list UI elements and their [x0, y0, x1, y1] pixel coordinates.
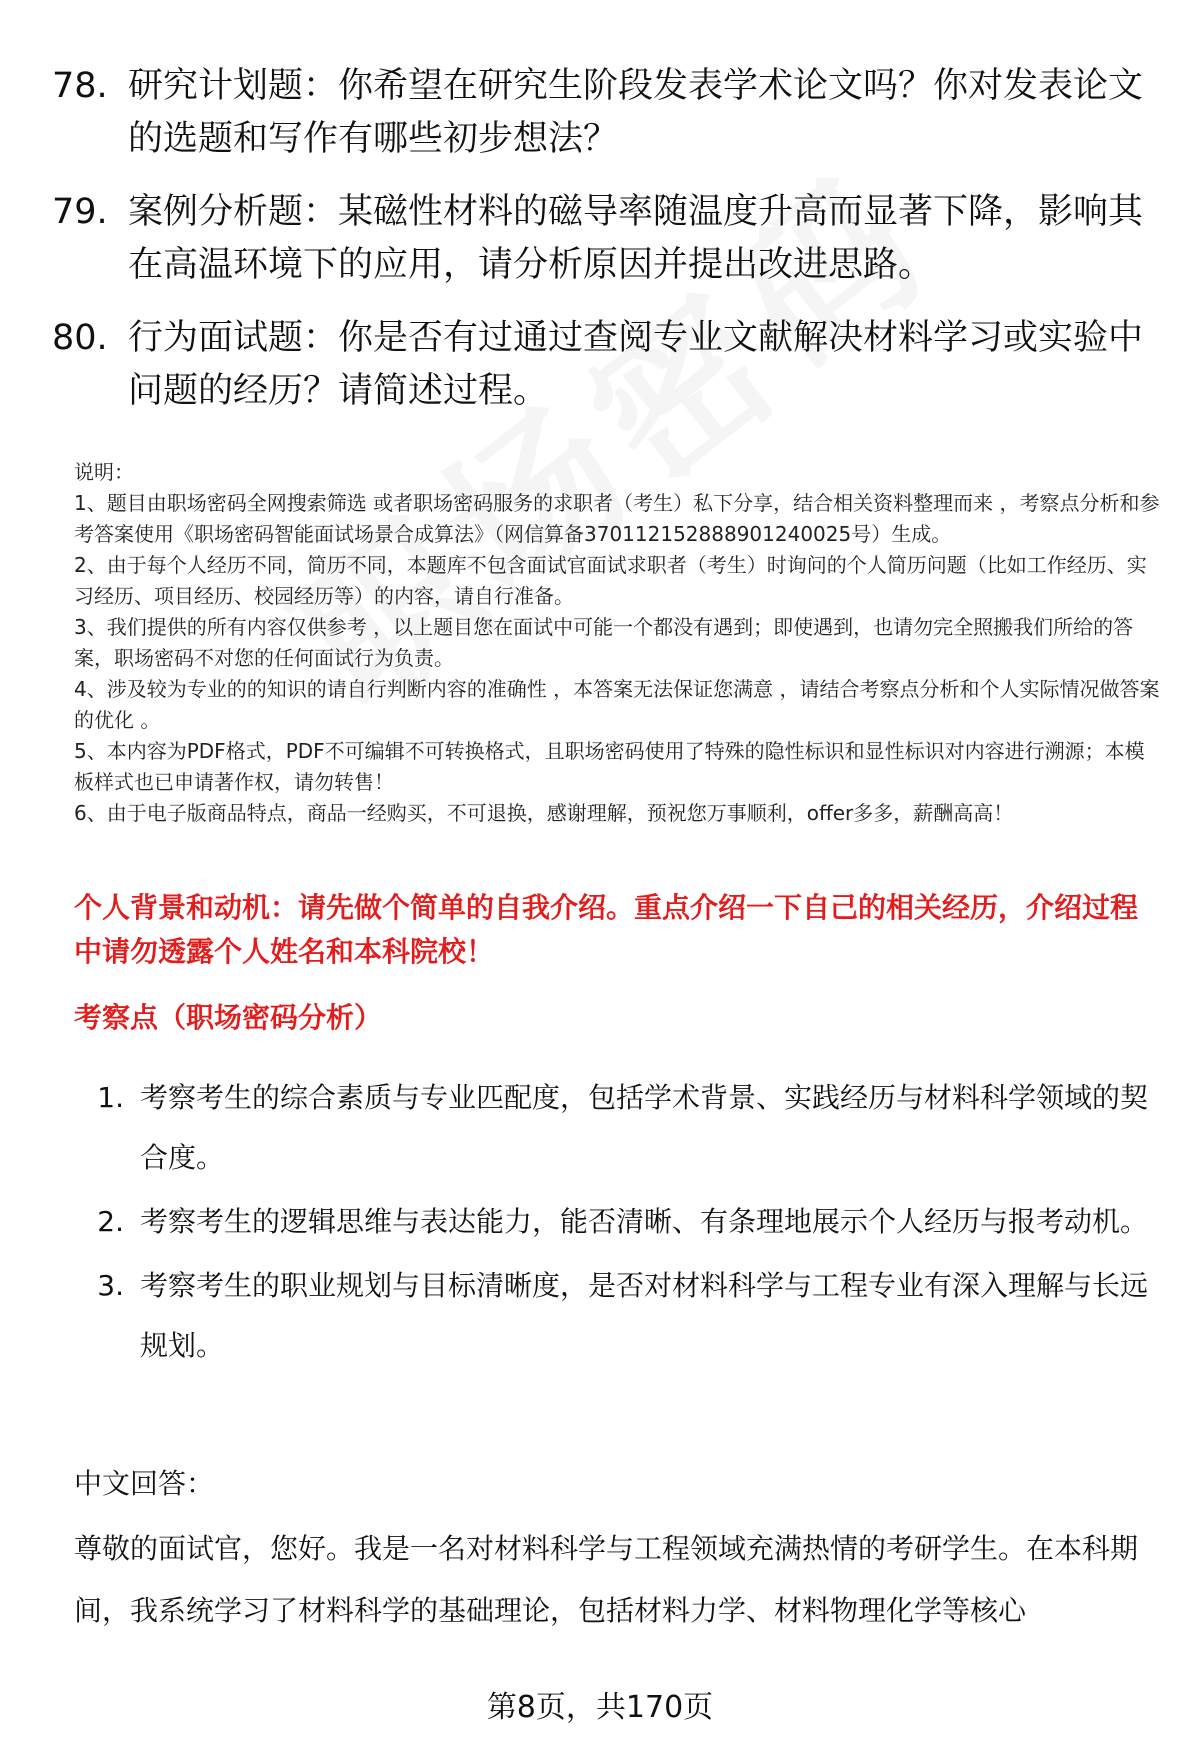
section-title: 考察点（职场密码分析）: [74, 1001, 383, 1034]
question-number: 80.: [52, 318, 108, 358]
interview-prompt: 个人背景和动机：请先做个简单的自我介绍。重点介绍一下自己的相关经历，介绍过程中请勿透露个人姓名和本科院校！: [74, 891, 1139, 968]
assessment-points: [74, 1068, 1154, 1380]
question-text: 案例分析题：某磁性材料的磁导率随温度升高而显著下降，影响其在高温环境下的应用，请分析原因并提出改进思路。: [128, 192, 1144, 285]
point-number: 1.: [97, 1081, 124, 1114]
answer-text: 尊敬的面试官，您好。我是一名对材料科学与工程领域充满热情的考研学生。在本科期间，我系统学习了材料科学的基础理论，包括材料力学、材料物理化学等核心: [74, 1532, 1139, 1627]
assessment-point: [74, 1256, 1154, 1376]
note-item: 1、题目由职场密码全网搜索筛选 或者职场密码服务的求职者（考生）私下分享，结合相关资料整理而来 ，考察点分析和参考答案使用《职场密码智能面试场景合成算法》（网信算备370112152888901240025号）生成。: [74, 491, 1160, 546]
question-list: [52, 60, 1152, 438]
point-text: 考察考生的综合素质与专业匹配度，包括学术背景、实践经历与材料科学领域的契合度。: [140, 1081, 1149, 1174]
question-item: [52, 60, 1152, 166]
note-item: 6、由于电子版商品特点，商品一经购买，不可退换，感谢理解，预祝您万事顺利，offer多多，薪酬高高！: [74, 801, 1014, 825]
question-item: [52, 312, 1152, 418]
note-item: 5、本内容为PDF格式，PDF不可编辑不可转换格式，且职场密码使用了特殊的隐性标识和显性标识对内容进行溯源；本模板样式也已申请著作权，请勿转售！: [74, 739, 1145, 794]
notes-heading: 说明：: [74, 460, 134, 484]
question-item: [52, 186, 1152, 292]
question-number: 79.: [52, 192, 108, 232]
page-footer: 第8页，共170页: [486, 1690, 714, 1725]
note-item: 2、由于每个人经历不同，简历不同，本题库不包含面试官面试求职者（考生）时询问的个人简历问题（比如工作经历、实习经历、项目经历、校园经历等）的内容，请自行准备。: [74, 553, 1147, 608]
point-number: 2.: [97, 1205, 124, 1238]
point-text: 考察考生的逻辑思维与表达能力，能否清晰、有条理地展示个人经历与报考动机。: [140, 1205, 1149, 1238]
question-number: 78.: [52, 66, 108, 106]
assessment-point: [74, 1068, 1154, 1188]
question-text: 行为面试题：你是否有过通过查阅专业文献解决材料学习或实验中问题的经历？请简述过程。: [128, 318, 1144, 411]
question-text: 研究计划题：你希望在研究生阶段发表学术论文吗？你对发表论文的选题和写作有哪些初步想法？: [128, 66, 1144, 159]
notes-section: [74, 457, 1160, 829]
assessment-point: [74, 1192, 1154, 1252]
answer-label: 中文回答：: [74, 1467, 215, 1500]
note-item: 3、我们提供的所有内容仅供参考 ，以上题目您在面试中可能一个都没有遇到；即使遇到，也请勿完全照搬我们所给的答案，职场密码不对您的任何面试行为负责。: [74, 615, 1134, 670]
note-item: 4、涉及较为专业的的知识的请自行判断内容的准确性 ，本答案无法保证您满意 ，请结合考察点分析和个人实际情况做答案的优化 。: [74, 677, 1160, 732]
point-number: 3.: [97, 1269, 124, 1302]
point-text: 考察考生的职业规划与目标清晰度，是否对材料科学与工程专业有深入理解与长远规划。: [140, 1269, 1149, 1362]
